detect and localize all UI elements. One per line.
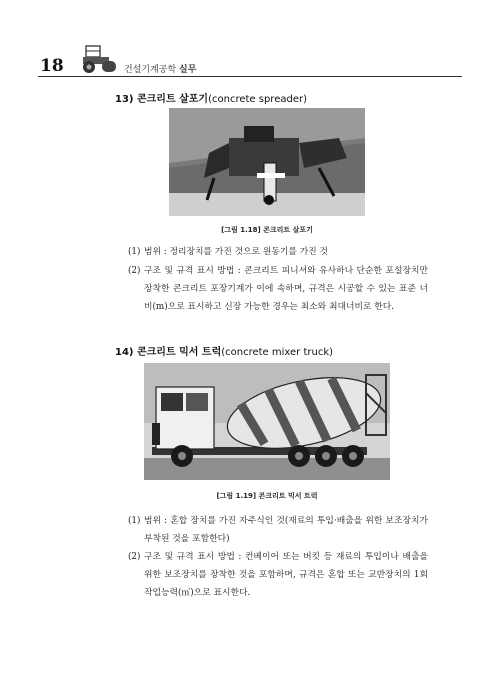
list-item: (1) 범위 : 정리장치를 가진 것으로 원동기를 가진 것 — [128, 247, 328, 257]
steamroller-icon — [80, 44, 118, 74]
figure-caption-1-19: [그림 1.19] 콘크리트 믹서 트럭 — [216, 492, 318, 500]
list-item: (1) 범위 : 혼합 장치를 가진 자주식인 것(재료의 투입·배출을 위한 보조장치가 부착된 것을 포함한다) — [128, 516, 428, 544]
header-rule — [38, 76, 462, 77]
section-heading-13: 13) 콘크리트 살포기(concrete spreader) — [115, 94, 307, 105]
concrete-mixer-truck-photo — [144, 363, 390, 480]
list-item: (2) 구조 및 규격 표시 방법 : 콘크리트 피니셔와 유사하나 단순한 포설장치만 장착한 콘크리트 포장기계가 이에 속하며, 규격은 시공할 수 있는 표준 너비(m)으로 표시하고 신장 가능한 경우는 최소와 최대너비로 한다. — [128, 266, 428, 312]
section-heading-14: 14) 콘크리트 믹서 트럭(concrete mixer truck) — [115, 347, 334, 358]
concrete-spreader-photo — [169, 108, 365, 216]
list-item: (2) 구조 및 규격 표시 방법 : 컨베이어 또는 버킷 등 재료의 투입이나 배출을 위한 보조장치를 장착한 것을 포함하며, 규격은 혼합 또는 교반장치의 1회 작업능력(㎥)으로 표시한다. — [128, 552, 428, 598]
page-number: 18 — [40, 56, 64, 76]
book-title: 건설기계공학 실무 — [124, 65, 197, 75]
figure-caption-1-18: [그림 1.18] 콘크리트 살포기 — [221, 226, 313, 234]
